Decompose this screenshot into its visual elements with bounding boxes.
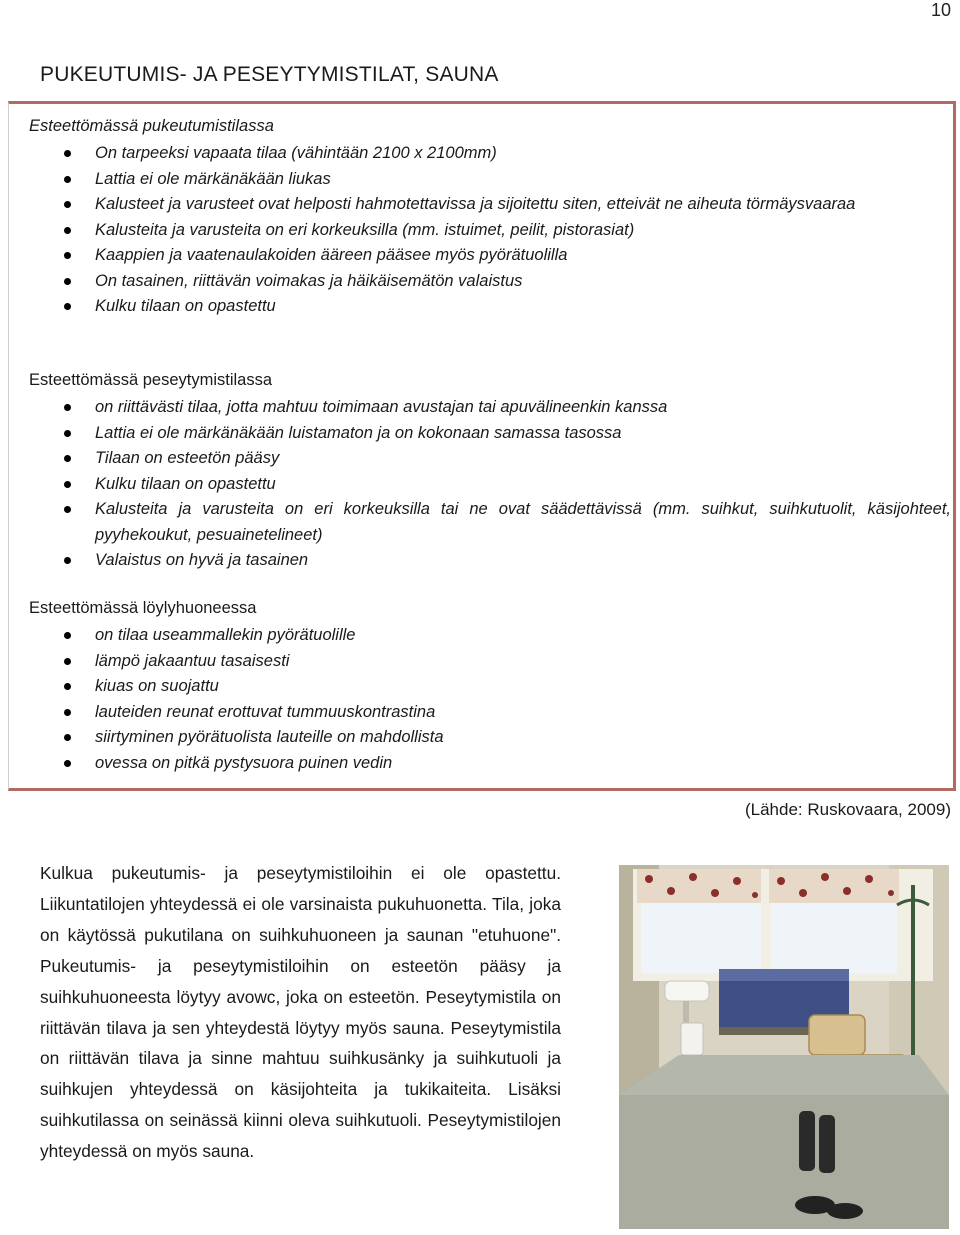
washing-list <box>9 395 951 574</box>
list-item: lauteiden reunat erottuvat tummuuskontrastina <box>9 700 951 726</box>
list-item: Kulku tilaan on opastettu <box>9 294 951 320</box>
list-item: Kulku tilaan on opastettu <box>9 472 951 498</box>
list-item: Lattia ei ole märkänäkään liukas <box>9 167 951 193</box>
list-item: On tasainen, riittävän voimakas ja häikäisemätön valaistus <box>9 269 951 295</box>
list-item: On tarpeeksi vapaata tilaa (vähintään 2100 x 2100mm) <box>9 141 951 167</box>
list-item: Valaistus on hyvä ja tasainen <box>9 548 951 574</box>
room-photo <box>619 865 949 1229</box>
list-item: Lattia ei ole märkänäkään luistamaton ja on kokonaan samassa tasossa <box>9 421 951 447</box>
list-item: on tilaa useammallekin pyörätuolille <box>9 623 951 649</box>
list-item: Kalusteita ja varusteita on eri korkeuksilla (mm. istuimet, peilit, pistorasiat) <box>9 218 951 244</box>
list-item: lämpö jakaantuu tasaisesti <box>9 649 951 675</box>
requirements-box <box>8 101 956 791</box>
body-paragraph: Kulkua pukeutumis- ja peseytymistiloihin ei ole opastettu. Liikuntatilojen yhteydessä ei ole varsinaista pukuhuonetta. Tila, joka on käytössä pukutilana on suihkuhuoneen ja saunan "etuhuone". Pukeutumis- ja peseytymistiloihin on esteetön pääsy ja suihkuhuoneesta löytyy avowc, joka on esteetön. Peseytymistila on riittävän tilava ja sen yhteydestä löytyy myös sauna. Peseytymistila on riittävän tilava ja sinne mahtuu suihkusänky ja suihkutuoli ja suihkujen yhteydessä on käsijohteita ja tukikaiteita. Lisäksi suihkutilassa on seinässä kiinni oleva suihkutuoli. Peseytymistilojen yhteydessä on myös sauna. <box>40 863 561 1162</box>
source-citation: (Lähde: Ruskovaara, 2009) <box>744 800 951 819</box>
sauna-list <box>9 623 951 776</box>
list-item: on riittävästi tilaa, jotta mahtuu toimimaan avustajan tai apuvälineenkin kanssa <box>9 395 951 421</box>
list-item: Tilaan on esteetön pääsy <box>9 446 951 472</box>
list-item: kiuas on suojattu <box>9 674 951 700</box>
dressing-list <box>9 141 951 320</box>
section-title-washing: Esteettömässä peseytymistilassa <box>29 371 273 389</box>
list-item: Kaappien ja vaatenaulakoiden ääreen pääsee myös pyörätuolilla <box>9 243 951 269</box>
section-title-sauna: Esteettömässä löylyhuoneessa <box>29 599 257 617</box>
list-item: siirtyminen pyörätuolista lauteille on mahdollista <box>9 725 951 751</box>
list-item: Kalusteet ja varusteet ovat helposti hahmotettavissa ja sijoitettu siten, etteivät ne aiheuta törmäysvaaraa <box>9 192 951 218</box>
page-heading: PUKEUTUMIS- JA PESEYTYMISTILAT, SAUNA <box>40 63 499 86</box>
page-number: 10 <box>930 0 951 20</box>
section-title-dressing: Esteettömässä pukeutumistilassa <box>29 117 274 135</box>
list-item: Kalusteita ja varusteita on eri korkeuksilla tai ne ovat säädettävissä (mm. suihkut, suihkutuolit, käsijohteet, pyyhekoukut, pesuainetelineet) <box>9 497 951 548</box>
list-item: ovessa on pitkä pystysuora puinen vedin <box>9 751 951 777</box>
